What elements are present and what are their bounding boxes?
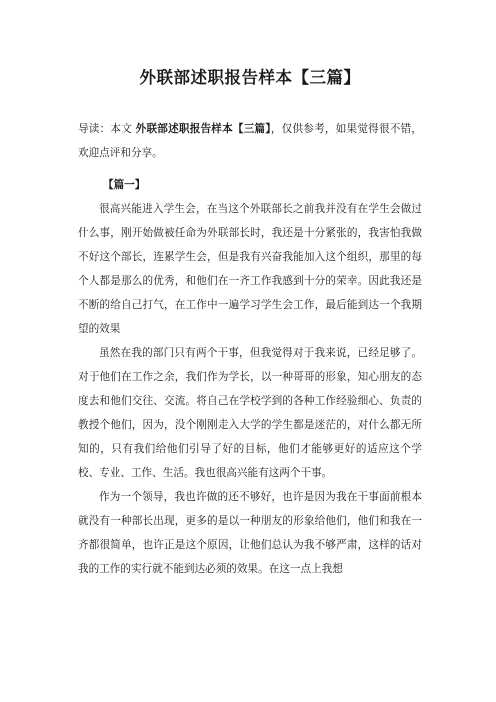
document-title: 外联部述职报告样本【三篇】 xyxy=(139,68,361,87)
section-heading: 【篇一】 xyxy=(103,179,146,191)
body-paragraph: 很高兴能进入学生会，在当这个外联部长之前我并没有在学生会做过什么事，刚开始做被任命为外联部长时，我还是十分紧张的，我害怕我做不好这个部长，连累学生会，但是我有兴奋我能加入这个组织，那里的每个人都是那么的优秀，和他们在一齐工作我感到十分的荣幸。因此我还是不断的给自己打气，在工作中一遍学习学生会工作，最后能到达一个我期望的效果 xyxy=(78,203,422,335)
lead-bold-title: 外联部述职报告样本【三篇】 xyxy=(135,123,271,135)
lead-paragraph xyxy=(78,117,422,165)
body-paragraph: 虽然在我的部门只有两个干事，但我觉得对于我来说，已经足够了。对于他们在工作之余，我们作为学长，以一种哥哥的形象，知心朋友的态度去和他们交往、交流。将自己在学校学到的各种工作经验细心、负责的教授个他们，因为，没个刚刚走入大学的学生都是迷茫的，对什么都无所知的，只有我们给他们引导了好的目标，他们才能够更好的适应这个学校、专业、工作、生活。我也很高兴能有这两个干事。 xyxy=(78,347,422,479)
lead-prefix: 导读：本文 xyxy=(78,123,136,135)
body-paragraph: 作为一个领导，我也许做的还不够好，也许是因为我在干事面前根本就没有一种部长出现，更多的是以一种朋友的形象给他们，他们和我在一齐都很简单，也许正是这个原因，让他们总认为我不够严肃，这样的话对我的工作的实行就不能到达必须的效果。在这一点上我想 xyxy=(78,491,422,575)
lead-suffix: ，仅供参考，如果觉得很不错，欢迎点评和分享。 xyxy=(78,123,422,159)
